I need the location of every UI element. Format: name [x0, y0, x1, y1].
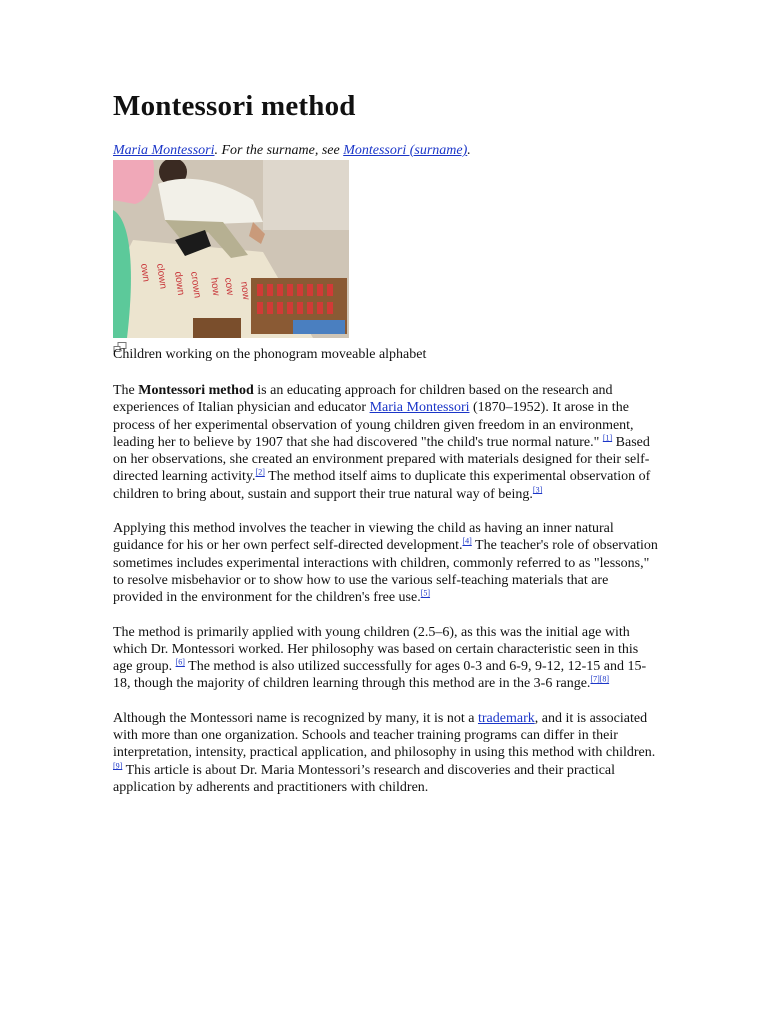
article-body [113, 382, 658, 813]
phonogram-photo [113, 160, 349, 338]
paragraph-1 [113, 382, 658, 503]
photo-word-1: own [138, 262, 152, 283]
citation-2[interactable]: [2] [255, 467, 265, 477]
p3-text-b: The method is also utilized successfully for ages 0-3 and 6-9, 9-12, 12-15 and 15-18, though the majority of children learning through this method are in the 3-6 range. [113, 659, 647, 692]
hatnote [113, 143, 471, 159]
maria-montessori-link[interactable]: Maria Montessori [113, 143, 215, 158]
p4-text-c: This article is about Dr. Maria Montessori’s research and discoveries and their practical application by adherents and practitioners with children. [113, 762, 616, 795]
paragraph-4 [113, 710, 658, 796]
p1-text-a: The [113, 383, 139, 398]
montessori-surname-link[interactable]: Montessori (surname) [343, 143, 468, 158]
maria-montessori-inline-link[interactable]: Maria Montessori [369, 400, 470, 416]
photo-word-7: now [238, 280, 252, 301]
figure-caption: Children working on the phonogram moveable alphabet [113, 347, 427, 362]
p1-text-b: is an educating approach for children based on the research and experiences of Italian physician and educator [113, 383, 613, 416]
paragraph-2 [113, 520, 658, 606]
citation-1[interactable]: [1] [602, 433, 613, 443]
p1-bold-term: Montessori method [138, 383, 254, 398]
p4-text-b: , and it is associated with more than one organization. Schools and teacher training programs can differ in their interpretation, intensity, practical application, and philosophy in using this method with children. [113, 710, 656, 761]
citation-7-8[interactable]: [7][8] [590, 674, 610, 684]
photo-word-6: cow [222, 276, 236, 297]
p3-text-a: The method is primarily applied with young children (2.5–6), as this was the initial age with which Dr. Montessori worked. Her philosophy was based on certain characteristic seen in this age group. [113, 624, 639, 675]
p4-text-a: Although the Montessori name is recognized by many, it is not a [113, 710, 478, 726]
photo-word-4: crown [188, 270, 203, 299]
article-figure[interactable] [113, 160, 349, 338]
page-title: Montessori method [113, 90, 356, 122]
p1-text-c: (1870–1952). It arose in the process of her experimental observation of young children given freedom in an environment, leading her to believe by 1907 that she had discovered "the child's true normal nature." [113, 400, 634, 450]
p2-text-b: The teacher's role of observation sometimes includes experimental interactions with children, commonly referred to as "lessons," to resolve misbehavior or to show how to use the various self-teaching materials that are provided in the environment for the children's free use. [113, 538, 658, 606]
hatnote-end: . [467, 143, 471, 158]
paragraph-3 [113, 624, 658, 693]
trademark-link[interactable]: trademark [477, 710, 535, 726]
citation-9[interactable]: [9] [113, 760, 123, 770]
hatnote-text: . For the surname, see [214, 143, 344, 158]
photo-word-5: how [208, 276, 222, 297]
citation-5[interactable]: [5] [420, 588, 431, 598]
citation-3[interactable]: [3] [532, 485, 543, 495]
p1-text-d: Based on her observations, she created an environment prepared with materials designed for their self-directed learning activity. [113, 434, 650, 485]
photo-word-3: down [172, 270, 187, 297]
p1-text-e: The method itself aims to duplicate this experimental observation of children to bring about, sustain and support their true natural way of being. [113, 469, 651, 502]
p2-text-a: Applying this method involves the teacher in viewing the child as having an inner natural guidance for his or her own perfect self-directed development. [113, 521, 614, 554]
citation-4[interactable]: [4] [462, 536, 472, 546]
citation-6[interactable]: [6] [175, 657, 185, 667]
photo-word-2: clown [154, 262, 169, 290]
